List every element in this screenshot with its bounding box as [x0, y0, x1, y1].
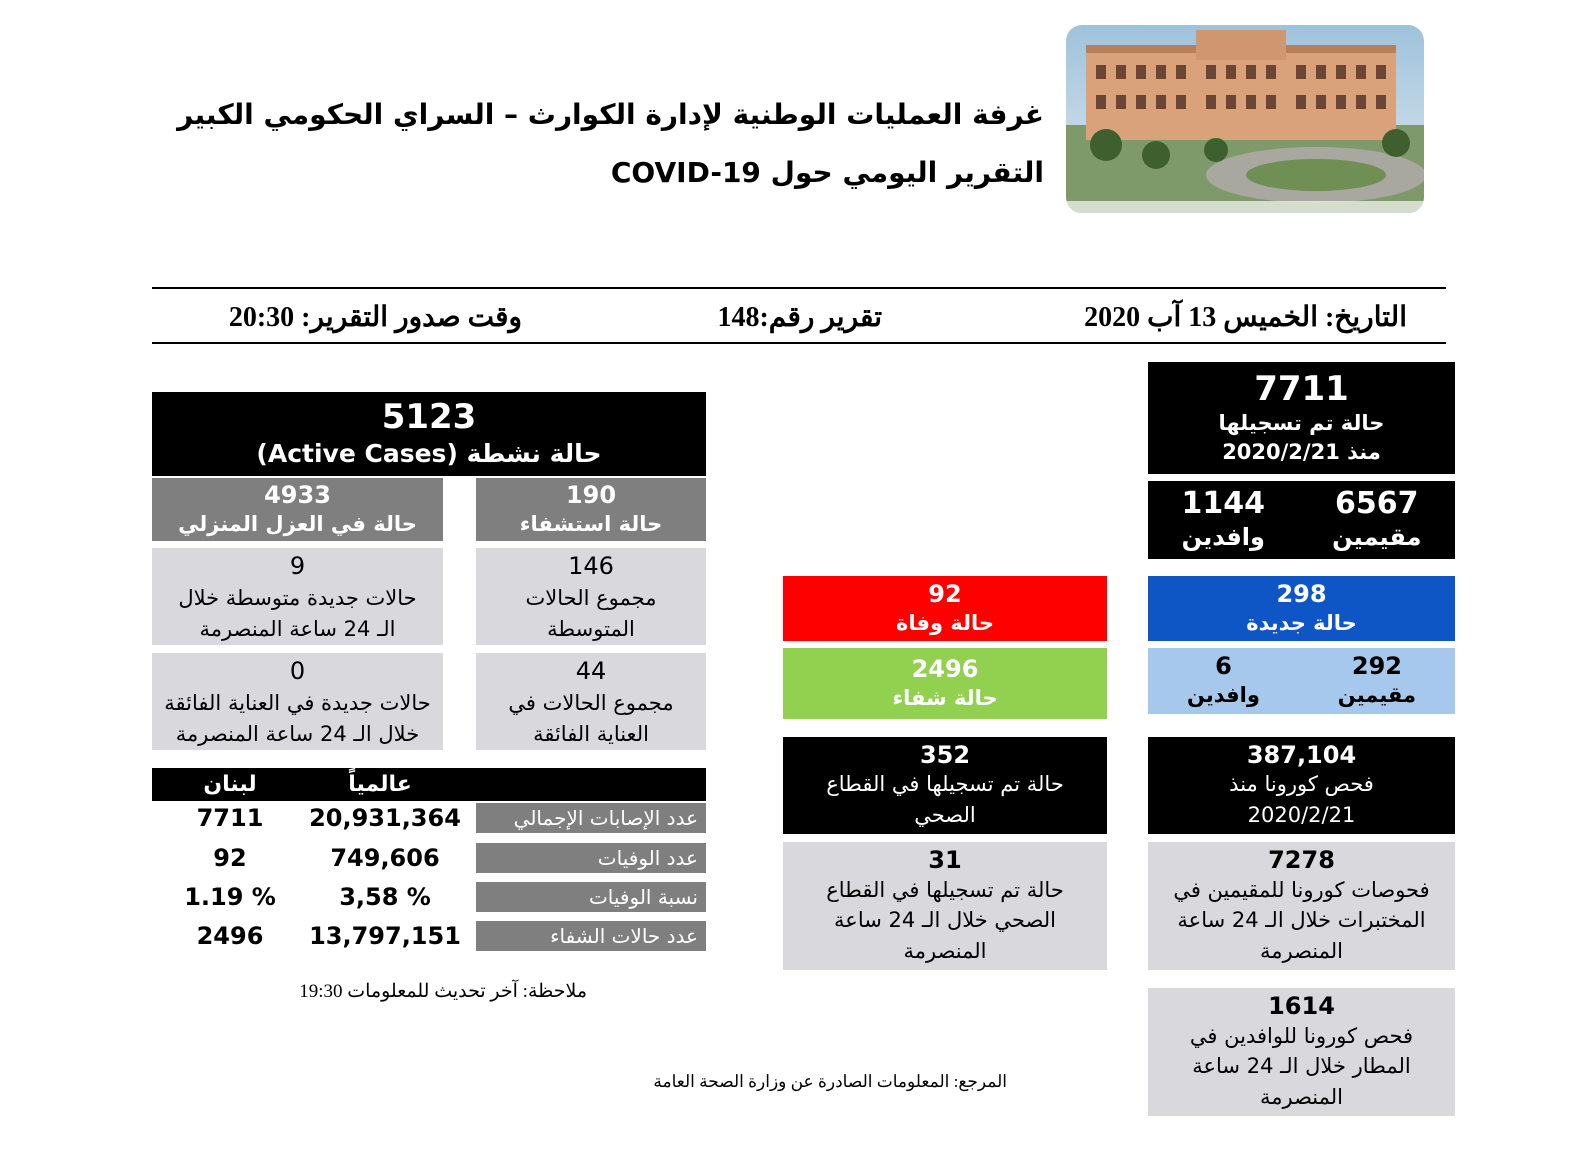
new-residents-label: مقيمين: [1337, 683, 1417, 708]
health-sector-new-value: 31: [928, 845, 962, 874]
header-title: غرفة العمليات الوطنية لإدارة الكوارث – السراي الحكومي الكبير: [177, 98, 1044, 131]
tests-airport-label: فحص كورونا للوافدين في المطار خلال الـ 24 ساعة المنصرمة: [1189, 1023, 1414, 1109]
health-sector-total-value: 352: [919, 740, 971, 769]
comparison-row-label: عدد الإصابات الإجمالي: [476, 803, 706, 833]
bottom-rule: [152, 342, 1446, 344]
total-arrivals-label: وافدين: [1181, 523, 1265, 552]
tests-residents-label: فحوصات كورونا للمقيمين في المختبرات خلال الـ 24 ساعة المنصرمة: [1173, 877, 1430, 963]
moderate-new-card: [152, 548, 443, 645]
header-subtitle: التقرير اليومي حول COVID-19: [610, 156, 1044, 189]
active-cases-card: [152, 392, 706, 476]
comparison-row-label: عدد حالات الشفاء: [476, 921, 706, 951]
moderate-total-card: [476, 548, 706, 645]
icu-total-value: 44: [575, 656, 607, 685]
deaths-label: حالة وفاة: [895, 610, 995, 635]
hospitalized-card: [476, 478, 706, 541]
icu-total-card: [476, 653, 706, 750]
icu-new-label: حالات جديدة في العناية الفائقة خلال الـ 24 ساعة المنصرمة: [164, 691, 431, 746]
total-residents-label: مقيمين: [1332, 523, 1422, 552]
comparison-row-label: عدد الوفيات: [476, 843, 706, 873]
new-arrivals-label: وافدين: [1186, 683, 1260, 708]
top-rule: [152, 287, 1446, 289]
moderate-total-value: 146: [568, 551, 614, 580]
update-note: ملاحظة: آخر تحديث للمعلومات 19:30: [299, 981, 587, 1002]
tests-residents-card: [1148, 842, 1455, 970]
tests-total-label: فحص كورونا منذ: [1229, 772, 1374, 797]
deaths-value: 92: [928, 579, 962, 608]
new-residents-value: 292: [1351, 652, 1402, 681]
comparison-row-lebanon: 92: [213, 844, 247, 872]
moderate-new-label: حالات جديدة متوسطة خلال الـ 24 ساعة المنصرمة: [178, 586, 417, 641]
moderate-total-label: مجموع الحالات المتوسطة: [525, 586, 657, 641]
new-cases-breakdown-card: [1148, 648, 1455, 714]
comparison-row-global: 13,797,151: [309, 922, 461, 950]
home-isolation-label: حالة في العزل المنزلي: [178, 511, 417, 536]
recovered-label: حالة شفاء: [892, 685, 998, 710]
total-cases-card: [1148, 362, 1455, 474]
new-cases-value: 298: [1276, 579, 1327, 608]
comparison-row-lebanon: 2496: [196, 922, 264, 950]
home-isolation-card: [152, 478, 443, 541]
new-cases-card: [1148, 576, 1455, 641]
comparison-row-lebanon: % 1.19: [184, 883, 276, 911]
grand-serail-photo-icon: [1066, 25, 1424, 213]
hospitalized-label: حالة استشفاء: [519, 511, 663, 536]
recovered-value: 2496: [911, 654, 979, 683]
tests-airport-card: [1148, 988, 1455, 1116]
total-arrivals-value: 1144: [1181, 485, 1266, 521]
icu-total-label: مجموع الحالات في العناية الفائقة: [508, 691, 674, 746]
report-number: تقرير رقم:148: [717, 302, 882, 333]
health-sector-new-label: حالة تم تسجيلها في القطاع الصحي خلال الـ 24 ساعة المنصرمة: [826, 877, 1064, 963]
comparison-row-global: % 3,58: [339, 883, 431, 911]
hospitalized-value: 190: [565, 480, 617, 509]
health-sector-total-label: حالة تم تسجيلها في القطاع الصحي: [826, 772, 1064, 827]
report-issue-time: وقت صدور التقرير: 20:30: [228, 302, 522, 333]
header-photo: [1066, 25, 1424, 213]
total-cases-since: منذ 2020/2/21: [1222, 439, 1381, 464]
comparison-row-global: 749,606: [330, 844, 440, 872]
active-cases-value: 5123: [381, 396, 477, 437]
new-arrivals-value: 6: [1215, 652, 1232, 681]
moderate-new-value: 9: [289, 551, 306, 580]
total-breakdown-card: [1148, 481, 1455, 559]
health-sector-total-card: [783, 737, 1107, 834]
tests-total-since: 2020/2/21: [1247, 802, 1356, 827]
source-note: المرجع: المعلومات الصادرة عن وزارة الصحة العامة: [653, 1072, 1007, 1091]
comparison-col-lebanon: لبنان: [203, 772, 257, 797]
health-sector-new-card: [783, 842, 1107, 970]
total-cases-value: 7711: [1254, 369, 1349, 410]
recovered-card: [783, 648, 1107, 719]
icu-new-value: 0: [289, 656, 306, 685]
total-cases-label: حالة تم تسجيلها: [1218, 411, 1385, 436]
home-isolation-value: 4933: [264, 480, 331, 509]
comparison-row-lebanon: 7711: [196, 804, 264, 832]
comparison-row-global: 20,931,364: [309, 804, 461, 832]
tests-airport-value: 1614: [1268, 991, 1335, 1020]
active-cases-label: حالة نشطة (Active Cases): [256, 438, 602, 468]
icu-new-card: [152, 653, 443, 750]
tests-residents-value: 7278: [1268, 845, 1335, 874]
comparison-col-global: عالمياً: [348, 772, 412, 797]
comparison-row-label: نسبة الوفيات: [476, 882, 706, 912]
tests-total-card: [1148, 737, 1455, 834]
new-cases-label: حالة جديدة: [1246, 610, 1357, 635]
tests-total-value: 387,104: [1246, 740, 1357, 769]
total-residents-value: 6567: [1335, 485, 1419, 521]
deaths-card: [783, 576, 1107, 641]
report-date: التاريخ: الخميس 13 آب 2020: [1084, 302, 1407, 333]
